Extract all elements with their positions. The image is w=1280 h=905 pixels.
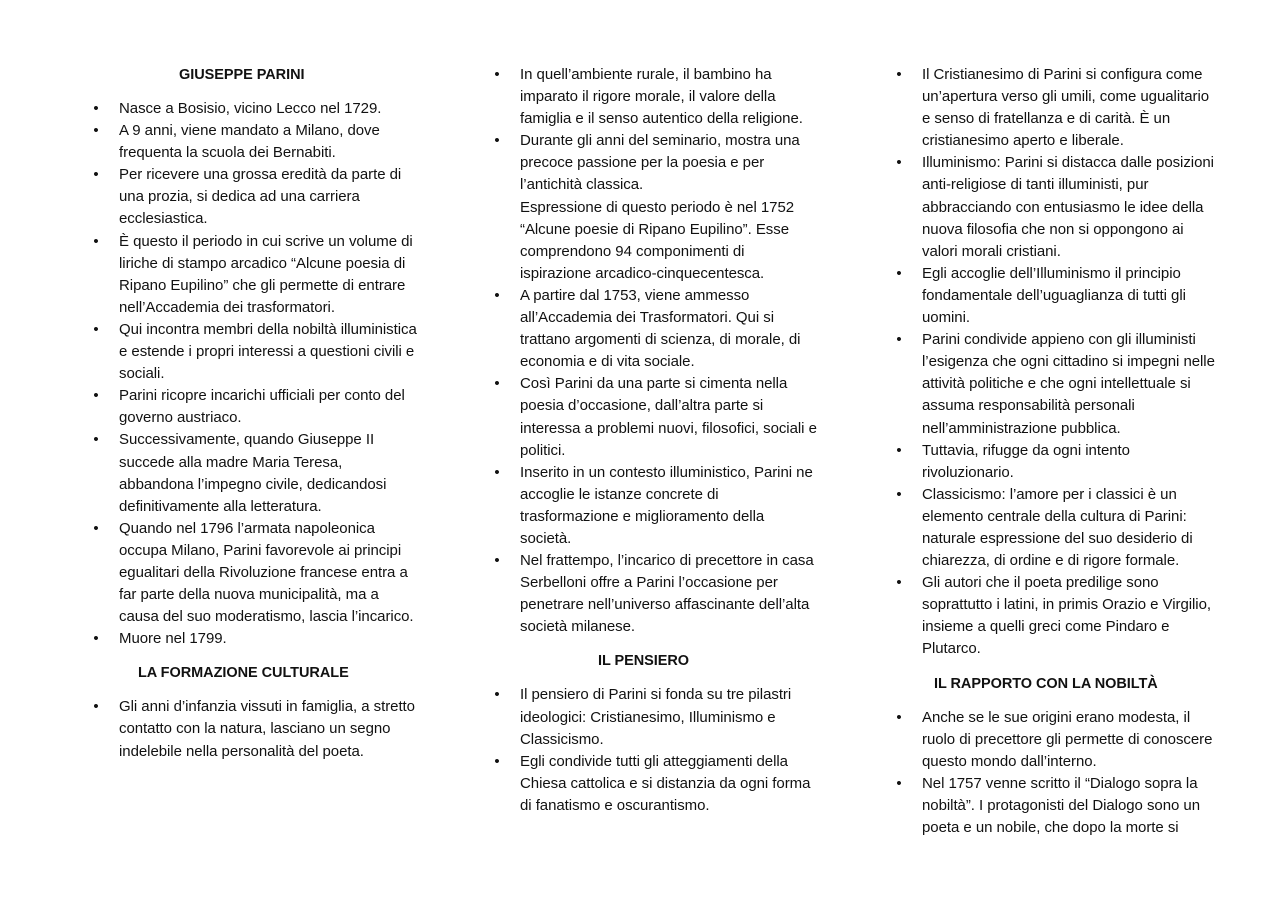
bullet-icon: • [494, 686, 500, 704]
bullet-icon: • [93, 519, 99, 537]
list-item: • Il pensiero di Parini si fonda su tre pilastri ideologici: Cristianesimo, Illuminismo e Classicismo. [489, 684, 819, 750]
bullet-icon: • [93, 166, 99, 184]
section-heading-formation: LA FORMAZIONE CULTURALE [138, 665, 349, 682]
list-item: • Durante gli anni del seminario, mostra una precoce passione per la poesia e per l’antichità classica. Espressione di questo periodo è nel 1752 “Alcune poesie di Ripano Eupilino”. Esse comprendono 94 componimenti di ispirazione arcadico-cinquecentesca. [489, 130, 819, 285]
formation-list [88, 696, 418, 762]
list-item: • Gli autori che il poeta predilige sono soprattutto i latini, in primis Orazio e Virgilio, insieme a quelli greci come Pindaro e Plutarco. [891, 572, 1221, 660]
bullet-icon: • [93, 122, 99, 140]
bullet-icon: • [93, 320, 99, 338]
list-item: • Qui incontra membri della nobiltà illuministica e estende i propri interessi a questioni civili e sociali. [88, 319, 418, 385]
list-item: • Illuminismo: Parini si distacca dalle posizioni anti-religiose di tanti illuministi, pur abbracciando con entusiasmo le idee della nuova filosofia che non si oppongono ai valori morali cristiani. [891, 152, 1221, 262]
list-item: • Nel frattempo, l’incarico di precettore in casa Serbelloni offre a Parini l’occasione per penetrare nell’universo affascinante dell’alta società milanese. [489, 550, 819, 638]
list-item: • Quando nel 1796 l’armata napoleonica occupa Milano, Parini favorevole ai principi egualitari della Rivoluzione francese entra a far parte della nuova municipalità, ma a causa del suo moderatismo, lascia l’incarico. [88, 518, 418, 628]
paragraph-continuation: Espressione di questo periodo è nel 1752 “Alcune poesie di Ripano Eupilino”. Esse comprendono 94 componimenti di ispirazione arcadico-cinquecentesca. [520, 198, 795, 282]
bullet-icon: • [896, 574, 902, 592]
thought-list [489, 684, 819, 817]
bullet-icon: • [896, 264, 902, 282]
bullet-icon: • [494, 375, 500, 393]
list-item: • A partire dal 1753, viene ammesso all’Accademia dei Trasformatori. Qui si trattano argomenti di scienza, di morale, di economia e di vita sociale. [489, 285, 819, 373]
list-item: • Egli accoglie dell’Illuminismo il principio fondamentale dell’uguaglianza di tutti gli uomini. [891, 263, 1221, 329]
list-item: • Muore nel 1799. [88, 628, 418, 650]
bullet-icon: • [494, 132, 500, 150]
bullet-icon: • [896, 154, 902, 172]
column-1 [88, 64, 418, 763]
list-item: • Nel 1757 venne scritto il “Dialogo sopra la nobiltà”. I protagonisti del Dialogo sono un poeta e un nobile, che dopo la morte si [891, 773, 1221, 839]
nobility-list [891, 707, 1221, 840]
formation-continued-list [489, 64, 819, 638]
page-title: GIUSEPPE PARINI [179, 67, 305, 83]
bullet-icon: • [93, 100, 99, 117]
bullet-icon: • [896, 708, 902, 726]
list-item: • Classicismo: l’amore per i classici è un elemento centrale della cultura di Parini: naturale espressione del suo desiderio di chiarezza, di ordine e di rigore formale. [891, 484, 1221, 572]
bullet-icon: • [896, 331, 902, 349]
bullet-icon: • [494, 66, 500, 83]
bullet-icon: • [93, 698, 99, 716]
list-item: • Gli anni d’infanzia vissuti in famiglia, a stretto contatto con la natura, lasciano un segno indelebile nella personalità del poeta. [88, 696, 418, 762]
list-item: • Anche se le sue origini erano modesta, il ruolo di precettore gli permette di conoscere questo mondo dall’interno. [891, 707, 1221, 773]
bullet-icon: • [93, 630, 99, 648]
bullet-icon: • [896, 485, 902, 503]
bullet-icon: • [896, 66, 902, 83]
list-item: • Parini ricopre incarichi ufficiali per conto del governo austriaco. [88, 385, 418, 429]
list-item: • Nasce a Bosisio, vicino Lecco nel 1729. [88, 98, 418, 120]
biography-list [88, 98, 418, 650]
list-item: • In quell’ambiente rurale, il bambino ha imparato il rigore morale, il valore della famiglia e il senso autentico della religione. [489, 64, 819, 130]
thought-continued-list [891, 64, 1221, 661]
section-heading-thought: IL PENSIERO [598, 653, 690, 670]
bullet-icon: • [896, 774, 902, 792]
bullet-icon: • [494, 463, 500, 481]
list-item: • A 9 anni, viene mandato a Milano, dove frequenta la scuola dei Bernabiti. [88, 120, 418, 164]
list-item: • Per ricevere una grossa eredità da parte di una prozia, si dedica ad una carriera ecclesiastica. [88, 164, 418, 230]
list-item: • Inserito in un contesto illuministico, Parini ne accoglie le istanze concrete di trasformazione e miglioramento della società. [489, 462, 819, 550]
bullet-icon: • [93, 431, 99, 449]
list-item: • Egli condivide tutti gli atteggiamenti della Chiesa cattolica e si distanzia da ogni forma di fanatismo e oscurantismo. [489, 751, 819, 817]
bullet-icon: • [93, 232, 99, 250]
bullet-icon: • [494, 286, 500, 304]
column-3 [891, 64, 1221, 839]
column-2 [489, 64, 819, 817]
list-item: • È questo il periodo in cui scrive un volume di liriche di stampo arcadico “Alcune poesia di Ripano Eupilino” che gli permette di entrare nell’Accademia dei trasformatori. [88, 231, 418, 319]
list-item: • Così Parini da una parte si cimenta nella poesia d’occasione, dall’altra parte si interessa a problemi nuovi, filosofici, sociali e politici. [489, 373, 819, 461]
list-item: • Successivamente, quando Giuseppe II succede alla madre Maria Teresa, abbandona l’impegno civile, dedicandosi definitivamente alla letteratura. [88, 429, 418, 517]
bullet-icon: • [494, 552, 500, 570]
section-heading-nobility: IL RAPPORTO CON LA NOBILTÀ [934, 675, 1158, 692]
list-item: • Il Cristianesimo di Parini si configura come un’apertura verso gli umili, come ugualitario e senso di fratellanza e di carità. È un cristianesimo aperto e liberale. [891, 64, 1221, 152]
list-item: • Tuttavia, rifugge da ogni intento rivoluzionario. [891, 440, 1221, 484]
bullet-icon: • [494, 752, 500, 770]
bullet-icon: • [896, 441, 902, 459]
list-item: • Parini condivide appieno con gli illuministi l’esigenza che ogni cittadino si impegni nelle attività politiche e che ogni intellettuale si assuma responsabilità personali nell’amministrazione pubblica. [891, 329, 1221, 439]
bullet-icon: • [93, 387, 99, 405]
